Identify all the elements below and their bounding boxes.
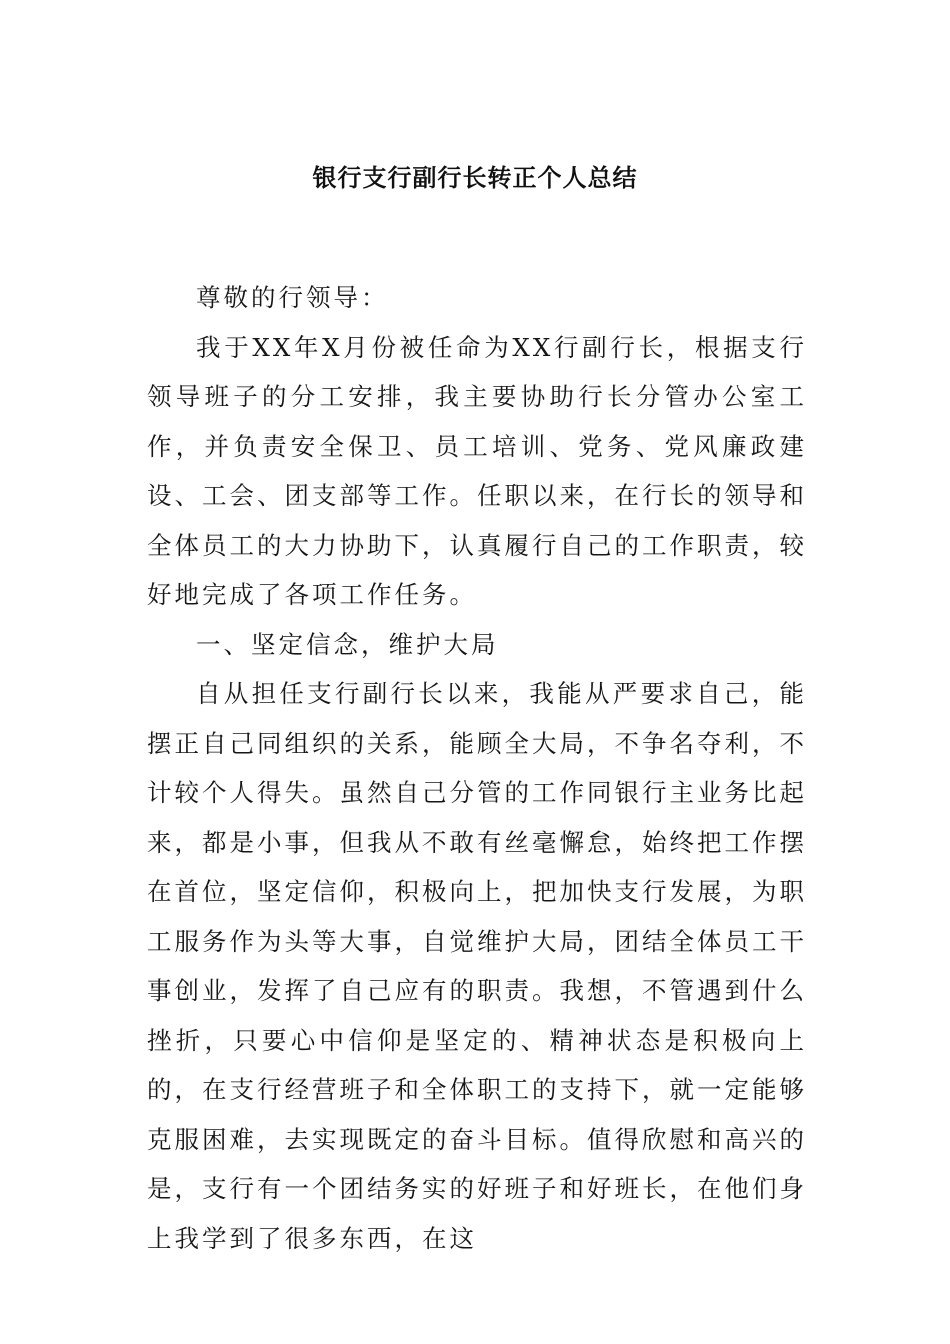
- intro-paragraph: 我于XX年X月份被任命为XX行副行长，根据支行领导班子的分工安排，我主要协助行长分管办公室工作，并负责安全保卫、员工培训、党务、党风廉政建设、工会、团支部等工作。任职以来，在行长的领导和全体员工的大力协助下，认真履行自己的工作职责，较好地完成了各项工作任务。: [147, 332, 807, 609]
- document-title: 银行支行副行长转正个人总结: [312, 163, 638, 192]
- document-body: [147, 273, 807, 1263]
- section-paragraph: 自从担任支行副行长以来，我能从严要求自己，能摆正自己同组织的关系，能顾全大局，不争名夺利，不计较个人得失。虽然自己分管的工作同银行主业务比起来，都是小事，但我从不敢有丝毫懈怠，始终把工作摆在首位，坚定信仰，积极向上，把加快支行发展，为职工服务作为头等大事，自觉维护大局，团结全体员工干事创业，发挥了自己应有的职责。我想，不管遇到什么挫折，只要心中信仰是坚定的、精神状态是积极向上的，在支行经营班子和全体职工的支持下，就一定能够克服困难，去实现既定的奋斗目标。值得欣慰和高兴的是，支行有一个团结务实的好班子和好班长，在他们身上我学到了很多东西，在这: [147, 679, 807, 1253]
- salutation-paragraph: 尊敬的行领导：: [196, 283, 389, 312]
- section-heading: 一、坚定信念，维护大局: [196, 629, 499, 659]
